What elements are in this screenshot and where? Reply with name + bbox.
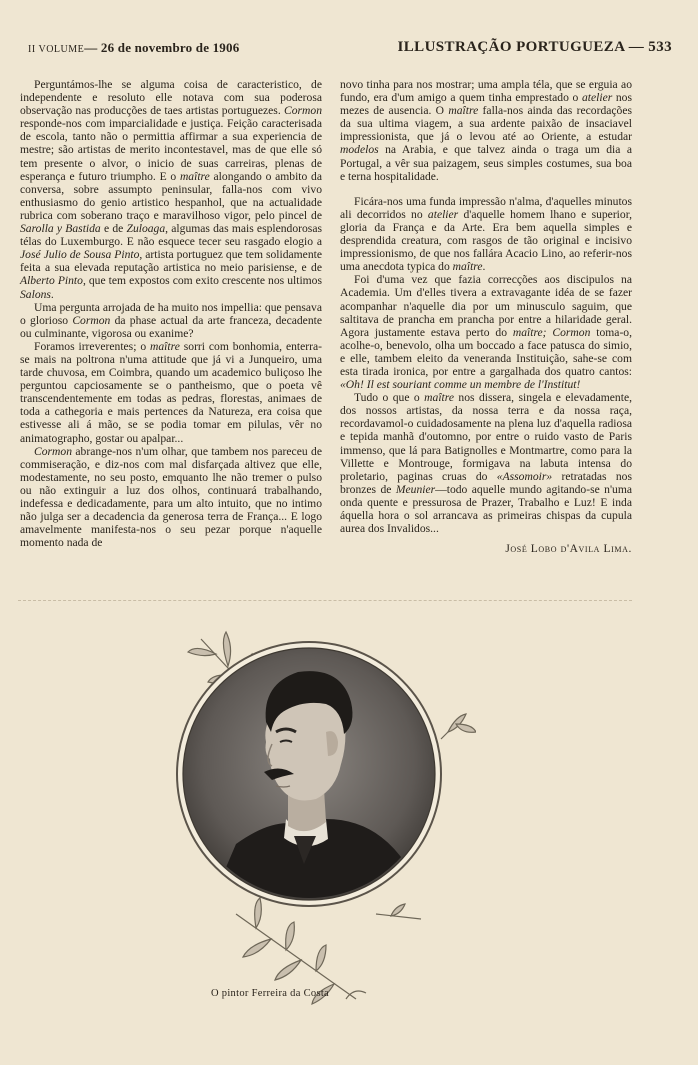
paragraph: Tudo o que o maître nos dissera, singela e elevadamente, dos nossos artistas, da nossa terra e da nossa raça, recordavamol-o cuidadosamente na plena luz d'aquella radiosa e tepida manhã d'outomno, por entre o ruido vasto de Paris immenso, que lá para Batignolles e Montmartre, como para la Villette e Montrouge, formigava na labuta intensa do proletario, paginas cruas do «Assomoir» retratadas nos bronzes de Meunier—todo aquelle mundo agitando-se n'uma onda quente e pressurosa de Prazer, Trabalho e Luz! E inda áquella hora o sol arrancava as primeiras chispas da cupula aurea dos Invalidos...	[340, 391, 633, 536]
header-date-line	[28, 40, 239, 56]
right-column	[340, 78, 632, 556]
left-column	[20, 78, 322, 549]
paragraph: Uma pergunta arrojada de ha muito nos impellia: que pensava o glorioso Cormon da phase actual da arte franceza, decadente ou culminante, vigorosa ou exanime?	[20, 300, 322, 340]
paragraph: Foi d'uma vez que fazia correcções aos discipulos na Academia. Um d'elles tivera a extravagante idéa de se fazer acompanhar n'aquelle dia por um minusculo saguim, que saltitava de prancha em prancha por entre a hilaridade geral. Agora justamente estava perto do maître; Cormon toma-o, acolhe-o, benevolo, olha um boccado a face patusca do simio, e elle, tambem eleito da veneranda Instituição, sahe-se com esta tirada ironica, por entre a gargalhada dos quatro cantos: «Oh! Il est souriant comme un membre de l'Institut!	[340, 273, 632, 392]
issue-date: — 26 de novembro de 1906	[84, 40, 240, 55]
volume-label: II VOLUME	[28, 44, 85, 55]
author-signature: José Lobo d'Avila Lima.	[505, 543, 632, 556]
paragraph: novo tinha para nos mostrar; uma ampla téla, que se erguia ao fundo, era d'um amigo a quem tinha emprestado o atelier nos mezes de ausencia. O maître falla-nos ainda das recordações da sua ultima viagem, a sua ardente paixão de insaciavel impressionista, que já o levou até ao Oriente, a estudar modelos na Arabia, e que talvez ainda o traga um dia a Portugal, a vêr sua paizagem, seus simples costumes, sua boa e terna hospitalidade.	[340, 78, 632, 183]
paragraph: Ficára-nos uma funda impressão n'alma, d'aquelles minutos ali decorridos no atelier d'aquelle homem lhano e superior, gloria da França e da Arte. Era bem aquella simples e desprendida creatura, com rasgos de tão original e incisivo impressionismo, de que nos fallára Acacio Lino, ao referir-nos uma anecdota typica do maître.	[340, 194, 632, 274]
page-header	[28, 40, 672, 60]
portrait-illustration	[176, 614, 476, 1024]
paragraph: Perguntámos-lhe se alguma coisa de caracteristico, de independente e resoluto elle notava com sua poderosa observação nas producções de taes artistas portuguezes. Cormon responde-nos com imparcialidade e justiça. Feição caracterisada de escola, tanto não o permittia affirmar a sua experiencia de mestre; são artistas de merito incontestavel, mas de que elle só tem presente o alvor, o inicio de suas carreiras, plenas de esperança e futuro triumpho. E o maître alongando o ambito da conversa, sobre assumpto peninsular, falla-nos com vivo enthusiasmo do genio artistico hespanhol, que na actualidade rubrica com soberano traço e maravilhoso vigor, pelo pincel de Sarolla y Bastida e de Zuloaga, algumas das mais esplendorosas télas do Luxemburgo. E não esquece tecer seu rasgado elogio a José Julio de Sousa Pinto, artista portuguez que tem solidamente feita a sua elevada reputação artistica no meio parisiense, e de Alberto Pinto, que tem expostos com exito crescente nos ultimos Salons.	[20, 78, 322, 301]
portrait-caption: O pintor Ferreira da Costa	[210, 988, 330, 999]
paragraph: Cormon abrange-nos n'um olhar, que tambem nos pareceu de commiseração, e diz-nos com mal disfarçada altivez que elle, modestamente, no seu posto, emquanto lhe não tremer o pulso ou não extinguir a luz dos olhos, continuará trabalhando, indefessa e dedicadamente, para um alto intuito, que no intimo não julga ser a decadencia da generosa terra de França... E logo amavelmente manifesta-nos o seu pezar porque n'aquelle momento nada de	[20, 444, 322, 550]
publication-title: ILLUSTRAÇÃO PORTUGUEZA — 533	[397, 39, 672, 55]
paragraph: Foramos irreverentes; o maître sorri com bonhomia, enterra-se mais na poltrona n'uma attitude que já vi a Junqueiro, uma tarde chuvosa, em Coimbra, quando um academico buliçoso lhe perguntou capciosamente se o pantheismo, que o poeta vê transcendentemente em todas as pedras, florestas, animaes de toda a cathegoria e mais pertences da Natureza, era coisa que estivesse ali á mão, se se podia tomar em pilulas, vêr no animatographo, gostar ou apalpar...	[20, 339, 322, 445]
